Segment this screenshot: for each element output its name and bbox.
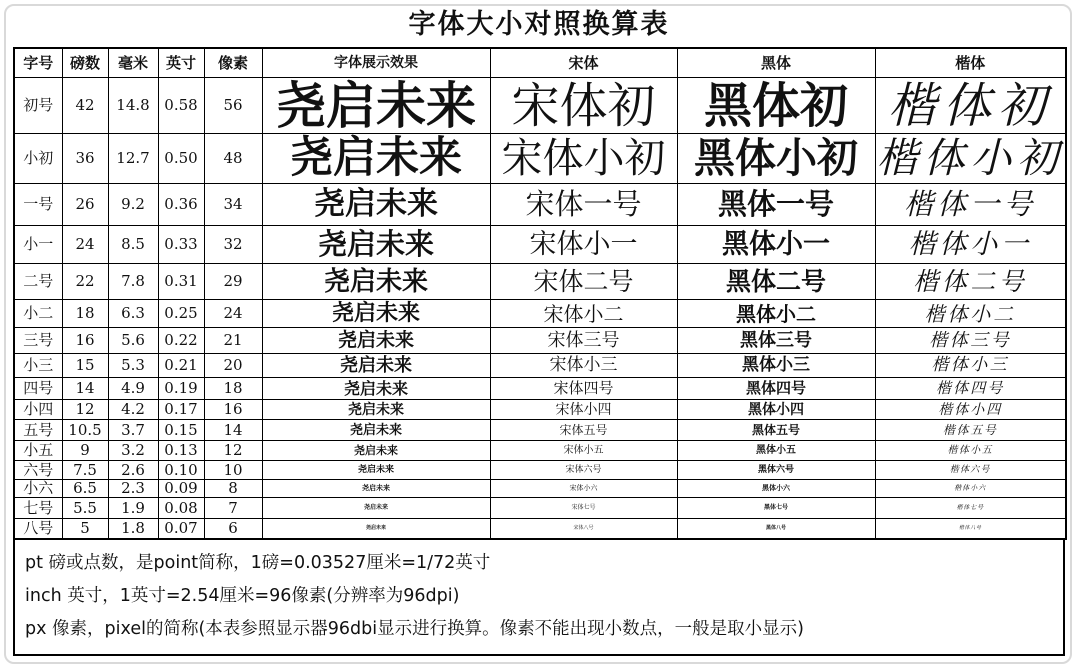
footnote-pt: pt 磅或点数，是point简称，1磅=0.03527厘米=1/72英寸: [25, 552, 491, 573]
cell-px: 12: [204, 441, 262, 461]
cell-songti-sample: 宋体小二: [490, 300, 677, 328]
cell-heiti-sample: 黑体小初: [677, 134, 875, 184]
cell-demo-text: 尧启未来: [262, 420, 490, 441]
cell-inch: 0.50: [158, 134, 204, 184]
table-row: [14, 378, 1066, 400]
cell-px: 32: [204, 226, 262, 264]
footnote-px: px 像素，pixel的简称(本表参照显示器96dbi显示进行换算。像素不能出现小数点，一般是取小显示): [25, 618, 804, 639]
col-header-inch: 英寸: [158, 48, 204, 78]
cell-kaiti-sample: 楷体小四: [875, 400, 1066, 420]
footnote-inch: inch 英寸，1英寸=2.54厘米=96像素(分辨率为96dpi): [25, 585, 460, 606]
cell-points: 18: [62, 300, 108, 328]
cell-inch: 0.17: [158, 400, 204, 420]
cell-heiti-sample: 黑体小四: [677, 400, 875, 420]
cell-demo-text: 尧启未来: [262, 226, 490, 264]
cell-mm: 14.8: [108, 78, 158, 134]
cell-heiti-sample: 黑体五号: [677, 420, 875, 441]
cell-size-name: 小三: [14, 354, 62, 378]
cell-size-name: 六号: [14, 461, 62, 480]
cell-demo-text: 尧启未来: [262, 328, 490, 354]
cell-mm: 1.8: [108, 519, 158, 539]
cell-heiti-sample: 黑体六号: [677, 461, 875, 480]
cell-songti-sample: 宋体八号: [490, 519, 677, 539]
cell-size-name: 初号: [14, 78, 62, 134]
col-header-heiti: 黑体: [677, 48, 875, 78]
cell-songti-sample: 宋体二号: [490, 264, 677, 300]
cell-songti-sample: 宋体小三: [490, 354, 677, 378]
cell-heiti-sample: 黑体小一: [677, 226, 875, 264]
cell-mm: 12.7: [108, 134, 158, 184]
table-row: [14, 498, 1066, 519]
cell-demo-text: 尧启未来: [262, 134, 490, 184]
cell-points: 10.5: [62, 420, 108, 441]
cell-kaiti-sample: 楷体小一: [875, 226, 1066, 264]
cell-inch: 0.58: [158, 78, 204, 134]
cell-demo-text: 尧启未来: [262, 300, 490, 328]
header-row: [14, 48, 1066, 78]
cell-inch: 0.08: [158, 498, 204, 519]
table-row: [14, 400, 1066, 420]
cell-demo-text: 尧启未来: [262, 354, 490, 378]
cell-songti-sample: 宋体三号: [490, 328, 677, 354]
table-row: [14, 328, 1066, 354]
cell-mm: 8.5: [108, 226, 158, 264]
cell-mm: 7.8: [108, 264, 158, 300]
cell-inch: 0.22: [158, 328, 204, 354]
cell-points: 24: [62, 226, 108, 264]
cell-songti-sample: 宋体五号: [490, 420, 677, 441]
cell-heiti-sample: 黑体小二: [677, 300, 875, 328]
col-header-songti: 宋体: [490, 48, 677, 78]
cell-heiti-sample: 黑体一号: [677, 184, 875, 226]
cell-demo-text: 尧启未来: [262, 498, 490, 519]
cell-songti-sample: 宋体小初: [490, 134, 677, 184]
table-row: [14, 226, 1066, 264]
cell-songti-sample: 宋体小一: [490, 226, 677, 264]
cell-px: 18: [204, 378, 262, 400]
cell-kaiti-sample: 楷体小三: [875, 354, 1066, 378]
cell-points: 42: [62, 78, 108, 134]
cell-inch: 0.10: [158, 461, 204, 480]
cell-inch: 0.13: [158, 441, 204, 461]
cell-inch: 0.25: [158, 300, 204, 328]
cell-kaiti-sample: 楷体三号: [875, 328, 1066, 354]
cell-inch: 0.09: [158, 480, 204, 498]
cell-size-name: 小六: [14, 480, 62, 498]
cell-heiti-sample: 黑体三号: [677, 328, 875, 354]
table-row: [14, 420, 1066, 441]
cell-songti-sample: 宋体小四: [490, 400, 677, 420]
cell-inch: 0.19: [158, 378, 204, 400]
cell-songti-sample: 宋体小六: [490, 480, 677, 498]
cell-points: 5: [62, 519, 108, 539]
cell-inch: 0.07: [158, 519, 204, 539]
cell-points: 12: [62, 400, 108, 420]
cell-inch: 0.33: [158, 226, 204, 264]
table-row: [14, 519, 1066, 539]
cell-demo-text: 尧启未来: [262, 519, 490, 539]
cell-mm: 3.2: [108, 441, 158, 461]
cell-kaiti-sample: 楷体八号: [875, 519, 1066, 539]
cell-mm: 3.7: [108, 420, 158, 441]
table-row: [14, 480, 1066, 498]
cell-mm: 6.3: [108, 300, 158, 328]
cell-kaiti-sample: 楷体小五: [875, 441, 1066, 461]
table-row: [14, 184, 1066, 226]
cell-mm: 9.2: [108, 184, 158, 226]
cell-heiti-sample: 黑体八号: [677, 519, 875, 539]
cell-mm: 1.9: [108, 498, 158, 519]
cell-mm: 2.3: [108, 480, 158, 498]
cell-inch: 0.36: [158, 184, 204, 226]
cell-inch: 0.31: [158, 264, 204, 300]
table-row: [14, 300, 1066, 328]
cell-mm: 2.6: [108, 461, 158, 480]
col-header-points: 磅数: [62, 48, 108, 78]
cell-songti-sample: 宋体初: [490, 78, 677, 134]
cell-mm: 4.2: [108, 400, 158, 420]
cell-kaiti-sample: 楷体小六: [875, 480, 1066, 498]
cell-demo-text: 尧启未来: [262, 378, 490, 400]
cell-demo-text: 尧启未来: [262, 461, 490, 480]
cell-mm: 5.6: [108, 328, 158, 354]
cell-px: 34: [204, 184, 262, 226]
cell-points: 7.5: [62, 461, 108, 480]
cell-points: 14: [62, 378, 108, 400]
cell-songti-sample: 宋体一号: [490, 184, 677, 226]
cell-kaiti-sample: 楷体一号: [875, 184, 1066, 226]
cell-px: 14: [204, 420, 262, 441]
cell-kaiti-sample: 楷体六号: [875, 461, 1066, 480]
cell-kaiti-sample: 楷体五号: [875, 420, 1066, 441]
col-header-px: 像素: [204, 48, 262, 78]
cell-demo-text: 尧启未来: [262, 78, 490, 134]
cell-demo-text: 尧启未来: [262, 184, 490, 226]
cell-px: 7: [204, 498, 262, 519]
cell-kaiti-sample: 楷体小初: [875, 134, 1066, 184]
cell-heiti-sample: 黑体七号: [677, 498, 875, 519]
cell-heiti-sample: 黑体初: [677, 78, 875, 134]
cell-kaiti-sample: 楷体初: [875, 78, 1066, 134]
cell-size-name: 三号: [14, 328, 62, 354]
cell-px: 29: [204, 264, 262, 300]
table-body: [14, 78, 1066, 539]
cell-px: 56: [204, 78, 262, 134]
table-row: [14, 354, 1066, 378]
table-row: [14, 134, 1066, 184]
cell-points: 6.5: [62, 480, 108, 498]
cell-mm: 4.9: [108, 378, 158, 400]
col-header-mm: 毫米: [108, 48, 158, 78]
cell-size-name: 二号: [14, 264, 62, 300]
footnotes-box: [13, 540, 1065, 656]
cell-songti-sample: 宋体小五: [490, 441, 677, 461]
cell-px: 10: [204, 461, 262, 480]
table-row: [14, 264, 1066, 300]
cell-heiti-sample: 黑体四号: [677, 378, 875, 400]
col-header-demo: 字体展示效果: [262, 48, 490, 78]
cell-heiti-sample: 黑体小五: [677, 441, 875, 461]
table-row: [14, 78, 1066, 134]
cell-heiti-sample: 黑体小三: [677, 354, 875, 378]
cell-songti-sample: 宋体六号: [490, 461, 677, 480]
cell-points: 9: [62, 441, 108, 461]
cell-inch: 0.15: [158, 420, 204, 441]
cell-mm: 5.3: [108, 354, 158, 378]
cell-size-name: 小二: [14, 300, 62, 328]
cell-size-name: 一号: [14, 184, 62, 226]
cell-size-name: 小初: [14, 134, 62, 184]
cell-px: 21: [204, 328, 262, 354]
col-header-size-name: 字号: [14, 48, 62, 78]
cell-demo-text: 尧启未来: [262, 400, 490, 420]
cell-kaiti-sample: 楷体七号: [875, 498, 1066, 519]
cell-demo-text: 尧启未来: [262, 480, 490, 498]
cell-px: 16: [204, 400, 262, 420]
cell-px: 48: [204, 134, 262, 184]
cell-px: 8: [204, 480, 262, 498]
table-row: [14, 461, 1066, 480]
cell-points: 15: [62, 354, 108, 378]
col-header-kaiti: 楷体: [875, 48, 1066, 78]
cell-kaiti-sample: 楷体四号: [875, 378, 1066, 400]
cell-size-name: 八号: [14, 519, 62, 539]
cell-px: 6: [204, 519, 262, 539]
table-header: [14, 48, 1066, 78]
cell-songti-sample: 宋体四号: [490, 378, 677, 400]
cell-demo-text: 尧启未来: [262, 264, 490, 300]
cell-points: 36: [62, 134, 108, 184]
cell-songti-sample: 宋体七号: [490, 498, 677, 519]
cell-size-name: 小一: [14, 226, 62, 264]
font-size-table: [13, 47, 1067, 540]
cell-demo-text: 尧启未来: [262, 441, 490, 461]
cell-kaiti-sample: 楷体二号: [875, 264, 1066, 300]
cell-size-name: 四号: [14, 378, 62, 400]
cell-size-name: 小四: [14, 400, 62, 420]
cell-size-name: 小五: [14, 441, 62, 461]
cell-points: 22: [62, 264, 108, 300]
cell-points: 26: [62, 184, 108, 226]
cell-heiti-sample: 黑体二号: [677, 264, 875, 300]
cell-kaiti-sample: 楷体小二: [875, 300, 1066, 328]
cell-px: 24: [204, 300, 262, 328]
cell-size-name: 五号: [14, 420, 62, 441]
cell-px: 20: [204, 354, 262, 378]
cell-points: 16: [62, 328, 108, 354]
cell-points: 5.5: [62, 498, 108, 519]
cell-heiti-sample: 黑体小六: [677, 480, 875, 498]
page-title: 字体大小对照换算表: [408, 9, 670, 40]
cell-inch: 0.21: [158, 354, 204, 378]
table-row: [14, 441, 1066, 461]
cell-size-name: 七号: [14, 498, 62, 519]
